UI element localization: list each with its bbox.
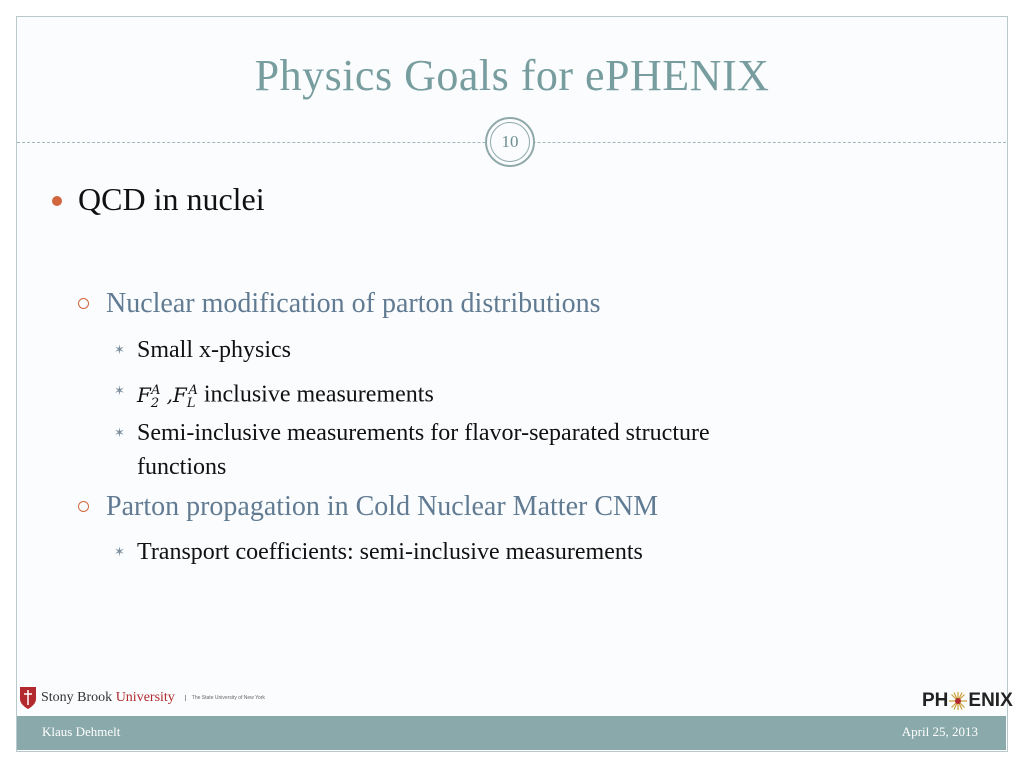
section-heading-parton-propagation <box>78 491 658 523</box>
shield-icon <box>19 686 37 710</box>
slide-title: Physics Goals for ePHENIX <box>254 51 770 100</box>
bullet-dot-icon <box>52 196 62 206</box>
math-comma: , <box>166 382 173 407</box>
slide-number: 10 <box>490 122 530 162</box>
math-f2a: $F_2^A$ <box>137 382 161 411</box>
phenix-text-left: PH <box>922 690 949 711</box>
bullet-text: QCD in nuclei <box>78 181 265 217</box>
star-bullet-icon: ✶ <box>114 383 125 398</box>
list-item-content <box>137 374 914 421</box>
list-item-text: Semi-inclusive measurements for flavor-separated structure <box>137 420 710 446</box>
phenix-logo <box>922 690 1013 712</box>
starburst-icon <box>948 691 968 711</box>
footer-date: April 25, 2013 <box>901 724 978 739</box>
list-item-text-continued: functions <box>137 454 227 480</box>
section-heading-text: Nuclear modification of parton distributions <box>106 288 601 319</box>
slide-number-badge <box>485 117 535 167</box>
list-item-text: Small x-physics <box>137 337 291 363</box>
ring-bullet-icon <box>78 298 89 309</box>
list-item <box>114 333 914 367</box>
sbu-subtitle: The State University of New York <box>185 695 265 701</box>
ring-bullet-icon <box>78 501 89 512</box>
footer-author: Klaus Dehmelt <box>42 724 121 739</box>
bullet-qcd-in-nuclei <box>52 181 265 218</box>
list-item <box>114 535 914 569</box>
section-heading-text: Parton propagation in Cold Nuclear Matter CNM <box>106 491 659 522</box>
sbu-wordmark: Stony Brook University <box>41 690 175 705</box>
list-item-text: inclusive measurements <box>203 381 434 408</box>
star-bullet-icon: ✶ <box>114 342 125 357</box>
footer-bar <box>17 716 1006 750</box>
list-item-text: Transport coefficients: semi-inclusive measurements <box>137 539 643 565</box>
phenix-text-right: ENIX <box>968 690 1013 711</box>
list-item <box>114 374 914 421</box>
stony-brook-logo <box>19 684 265 712</box>
star-bullet-icon: ✶ <box>114 425 125 440</box>
list-item <box>114 416 914 484</box>
math-fla: $F_L^A$ <box>172 382 198 411</box>
section-heading-nuclear-modification <box>78 288 601 320</box>
star-bullet-icon: ✶ <box>114 544 125 559</box>
